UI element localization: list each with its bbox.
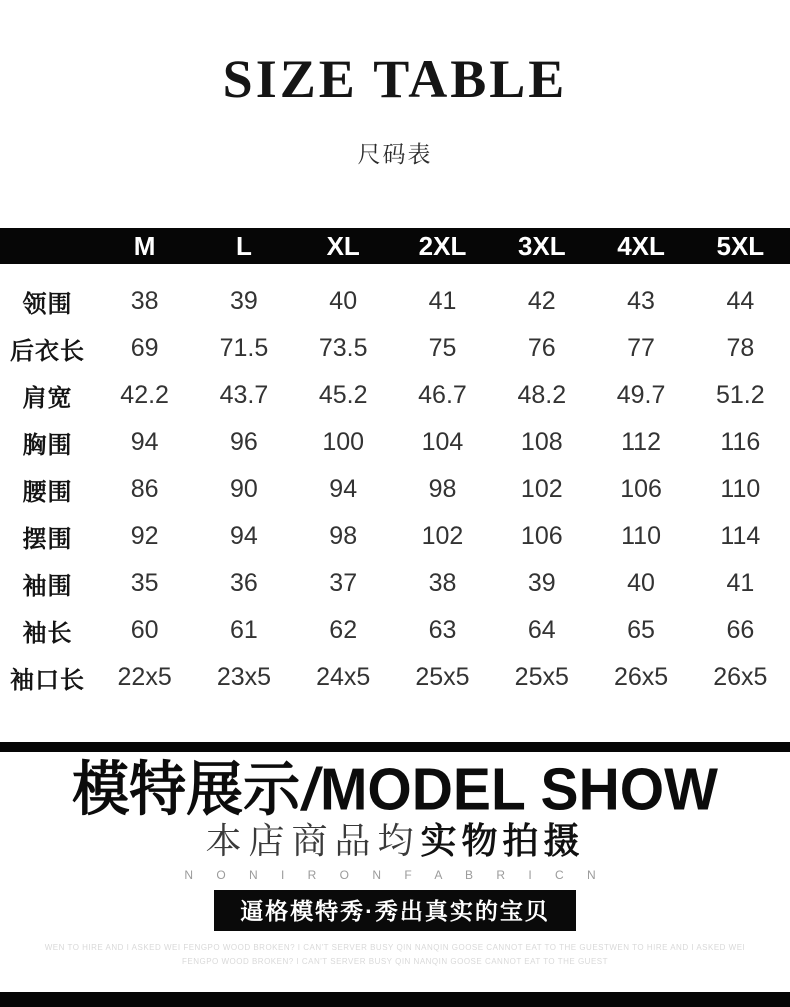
row-label: 领围 [22, 291, 73, 319]
size-cell: 77 [627, 334, 655, 363]
size-cell: 25x5 [415, 663, 470, 692]
size-cell: 41 [428, 287, 457, 316]
size-cell: 94 [230, 522, 258, 551]
size-cell: 71.5 [219, 334, 269, 363]
size-cell: 78 [726, 334, 755, 363]
size-cell: 60 [130, 616, 159, 645]
size-cell: 64 [527, 616, 556, 645]
row-label: 后衣长 [10, 338, 85, 366]
size-cell: 94 [130, 428, 159, 457]
model-show-title-en: MODEL SHOW [319, 756, 718, 824]
size-cell: 25x5 [514, 663, 569, 692]
size-cell: 106 [520, 522, 563, 551]
model-show-badge: 逼格模特秀·秀出真实的宝贝 [214, 890, 576, 931]
size-cell: 96 [230, 428, 258, 457]
size-cell: 104 [421, 428, 464, 457]
size-cell: 76 [527, 334, 556, 363]
size-cell: 106 [620, 475, 662, 504]
size-cell: 43 [627, 287, 655, 316]
size-cell: 39 [527, 569, 556, 598]
size-cell: 92 [130, 522, 159, 551]
fineprint [0, 941, 790, 969]
row-label: 袖长 [22, 620, 73, 648]
row-label: 腰围 [22, 479, 73, 507]
size-cell: 102 [520, 475, 563, 504]
model-show-title-cn: 模特展示 [72, 756, 301, 824]
shop-statement [0, 821, 790, 861]
size-cell: 94 [329, 475, 358, 504]
size-cell: 86 [130, 475, 159, 504]
size-cell: 65 [627, 616, 655, 645]
size-cell: 116 [720, 428, 761, 457]
column-header-5xl: 5XL [716, 230, 765, 261]
shop-statement-light: 本店商品均 [205, 819, 421, 861]
fabric-tagline: N O N I R O N F A B R I C N [184, 867, 606, 882]
size-cell: 110 [621, 522, 661, 551]
size-cell: 90 [230, 475, 258, 504]
size-cell: 46.7 [418, 381, 467, 410]
size-cell: 44 [726, 287, 755, 316]
size-cell: 41 [726, 569, 755, 598]
column-header-m: M [133, 230, 156, 261]
size-cell: 62 [329, 616, 358, 645]
size-cell: 69 [130, 334, 159, 363]
row-label: 摆围 [22, 526, 73, 554]
size-cell: 36 [230, 569, 258, 598]
row-label: 肩宽 [22, 385, 73, 413]
size-cell: 98 [428, 475, 457, 504]
size-cell: 42 [527, 287, 556, 316]
size-cell: 26x5 [613, 663, 669, 692]
table-row [0, 466, 790, 513]
size-cell: 40 [627, 569, 655, 598]
table-header-row [0, 228, 790, 264]
table-row [0, 607, 790, 654]
size-cell: 102 [421, 522, 464, 551]
size-cell: 24x5 [316, 663, 371, 692]
size-cell: 98 [329, 522, 358, 551]
size-cell: 49.7 [616, 381, 666, 410]
size-cell: 61 [230, 616, 258, 645]
fineprint-line-2: FENGPO WOOD BROKEN? I CAN'T SERVER BUSY QIN NANQIN GOOSE CANNOT EAT TO THE GUEST [181, 956, 609, 966]
table-row [0, 325, 790, 372]
size-cell: 45.2 [318, 381, 368, 410]
size-cell: 39 [230, 287, 258, 316]
size-cell: 114 [720, 522, 761, 551]
column-header-3xl: 3XL [517, 230, 566, 261]
column-header-2xl: 2XL [418, 230, 467, 261]
row-label: 袖围 [22, 573, 73, 601]
shop-statement-bold: 实物拍摄 [420, 819, 585, 861]
size-cell: 51.2 [716, 381, 765, 410]
size-cell: 73.5 [318, 334, 368, 363]
size-chart-page [0, 48, 790, 1007]
badge-row [0, 890, 790, 931]
table-row [0, 654, 790, 701]
page-subtitle: 尺码表 [357, 141, 433, 168]
size-cell: 38 [428, 569, 457, 598]
table-body [0, 264, 790, 701]
model-show-title [0, 756, 790, 824]
column-header-l: L [235, 230, 252, 261]
size-cell: 26x5 [713, 663, 768, 692]
table-row [0, 560, 790, 607]
size-cell: 22x5 [117, 663, 172, 692]
page-title: SIZE TABLE [222, 49, 568, 109]
row-label: 袖口长 [10, 667, 85, 695]
size-table [0, 228, 790, 701]
column-header-xl: XL [326, 230, 360, 261]
size-cell: 23x5 [216, 663, 272, 692]
section-divider-bar [0, 742, 790, 752]
size-cell: 43.7 [219, 381, 269, 410]
table-row [0, 419, 790, 466]
size-cell: 75 [428, 334, 457, 363]
size-cell: 37 [329, 569, 358, 598]
slash-divider: / [302, 756, 318, 824]
column-header-4xl: 4XL [617, 230, 665, 261]
model-show-section [0, 742, 790, 968]
row-label: 胸围 [22, 432, 73, 460]
size-cell: 110 [720, 475, 761, 504]
size-cell: 35 [130, 569, 159, 598]
size-cell: 63 [428, 616, 457, 645]
table-row [0, 278, 790, 325]
bottom-bar [0, 992, 790, 1007]
size-cell: 100 [322, 428, 365, 457]
size-cell: 48.2 [517, 381, 567, 410]
size-cell: 38 [130, 287, 159, 316]
size-cell: 112 [621, 428, 661, 457]
table-row [0, 372, 790, 419]
fineprint-line-1: WEN TO HIRE AND I ASKED WEI FENGPO WOOD BROKEN? I CAN'T SERVER BUSY QIN NANQIN GOOSE CANNOT EAT TO THE GUESTWEN TO HIRE AND I ASKED WEI [44, 942, 746, 952]
size-cell: 40 [329, 287, 358, 316]
size-cell: 66 [726, 616, 755, 645]
size-cell: 108 [520, 428, 563, 457]
size-cell: 42.2 [120, 381, 169, 410]
table-row [0, 513, 790, 560]
